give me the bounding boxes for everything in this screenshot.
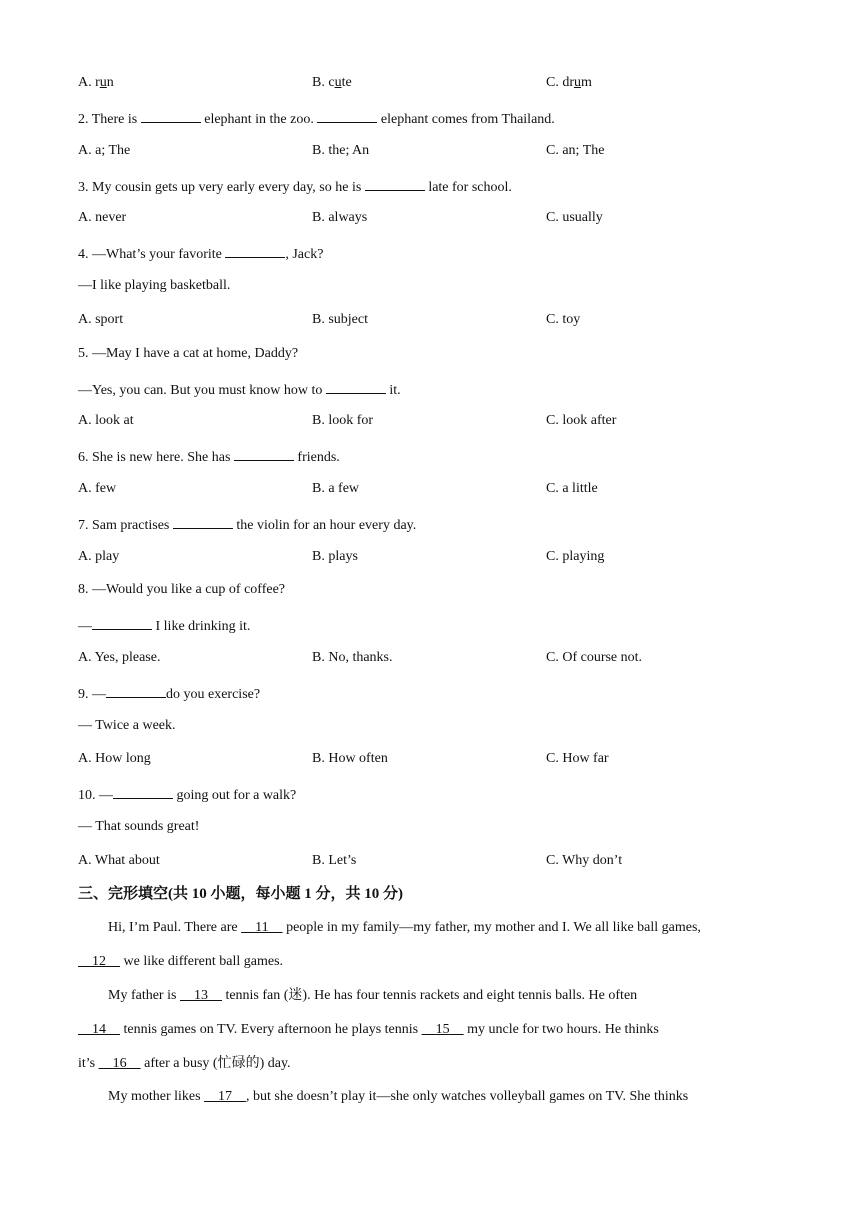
q7-option-a: A. play (78, 549, 120, 564)
q5-stem: 5. —May I have a cat at home, Daddy? (78, 346, 299, 361)
q10-option-b: B. Let’s (312, 853, 357, 868)
q3-options-row (0, 208, 860, 228)
q10-option-c: C. Why don’t (546, 853, 623, 868)
q7-option-b: B. plays (312, 549, 358, 564)
q8-response: — I like drinking it. (0, 614, 860, 634)
cloze-paragraph-1-line-1: Hi, I’m Paul. There are 11 people in my family—my father, my mother and I. We all like ball games, (108, 920, 701, 935)
q6-option-b: B. a few (312, 481, 360, 496)
q2-option-b: B. the; An (312, 143, 370, 158)
q5-option-b: B. look for (312, 413, 374, 428)
q8-option-c: C. Of course not. (546, 650, 643, 665)
cloze-paragraph-2-line-1: My father is 13 tennis fan (迷). He has four tennis rackets and eight tennis balls. He often (108, 988, 638, 1003)
answer-blank (106, 682, 166, 698)
q2-options-row (0, 141, 860, 161)
q4-option-a: A. sport (78, 312, 124, 327)
q8-options-row (0, 648, 860, 668)
answer-blank (92, 614, 152, 630)
q4-option-c: C. toy (546, 312, 581, 327)
cloze-paragraph-2-line-2: 14 tennis games on TV. Every afternoon he plays tennis 15 my uncle for two hours. He thinks (0, 1020, 860, 1040)
answer-blank (326, 378, 386, 394)
q3-stem: 3. My cousin gets up very early every day, so he is late for school. (0, 175, 860, 195)
q4-stem: 4. —What’s your favorite , Jack? (0, 242, 860, 262)
q6-option-a: A. few (78, 481, 117, 496)
q6-option-c: C. a little (546, 481, 598, 496)
q1-option-b: B. cute (312, 75, 352, 90)
q7-stem: 7. Sam practises the violin for an hour every day. (0, 513, 860, 533)
q1-option-c: C. drum (546, 75, 592, 90)
cloze-paragraph-1-line-2: 12 we like different ball games. (0, 952, 860, 972)
q5-option-a: A. look at (78, 413, 134, 428)
q10-options-row (0, 851, 860, 871)
q5-option-c: C. look after (546, 413, 617, 428)
q2-option-c: C. an; The (546, 143, 605, 158)
q4-response: —I like playing basketball. (78, 278, 231, 293)
q3-option-c: C. usually (546, 210, 603, 225)
q6-stem: 6. She is new here. She has friends. (0, 445, 860, 465)
cloze-blank-17: 17 (218, 1089, 233, 1104)
q8-option-b: B. No, thanks. (312, 650, 393, 665)
q2-stem: 2. There is elephant in the zoo. elephant comes from Thailand. (0, 107, 860, 127)
cloze-blank-15: 15 (435, 1022, 450, 1037)
answer-blank (234, 445, 294, 461)
q9-option-c: C. How far (546, 751, 609, 766)
q8-option-a: A. Yes, please. (78, 650, 161, 665)
q7-option-c: C. playing (546, 549, 605, 564)
answer-blank (113, 783, 173, 799)
answer-blank (365, 175, 425, 191)
answer-blank (141, 107, 201, 123)
cloze-blank-14: 14 (92, 1022, 106, 1037)
q5-response: —Yes, you can. But you must know how to it. (0, 378, 860, 398)
q4-options-row (0, 310, 860, 330)
q9-response: — Twice a week. (78, 718, 176, 733)
q1-options-row (0, 73, 860, 93)
q1-option-a: A. run (78, 75, 114, 90)
cloze-paragraph-2-line-3: it’s 16 after a busy (忙碌的) day. (78, 1056, 291, 1071)
q9-option-a: A. How long (78, 751, 151, 766)
cloze-paragraph-3-line-1: My mother likes 17 , but she doesn’t play it—she only watches volleyball games on TV. She thinks (108, 1089, 689, 1104)
q10-response: — That sounds great! (78, 819, 200, 834)
q8-stem: 8. —Would you like a cup of coffee? (78, 582, 285, 597)
section-3-heading: 三、完形填空(共 10 小题，每小题 1 分，共 10 分) (78, 886, 403, 902)
answer-blank (225, 242, 285, 258)
q10-stem: 10. — going out for a walk? (0, 783, 860, 803)
answer-blank (173, 513, 233, 529)
q3-option-b: B. always (312, 210, 368, 225)
cloze-blank-16: 16 (112, 1056, 127, 1071)
q9-options-row (0, 749, 860, 769)
q4-option-b: B. subject (312, 312, 368, 327)
q9-stem: 9. — do you exercise? (0, 682, 860, 702)
cloze-blank-13: 13 (193, 988, 208, 1003)
q5-options-row (0, 411, 860, 431)
q9-option-b: B. How often (312, 751, 388, 766)
cloze-blank-12: 12 (92, 954, 106, 969)
q10-option-a: A. What about (78, 853, 160, 868)
q7-options-row (0, 547, 860, 567)
q2-option-a: A. a; The (78, 143, 131, 158)
cloze-blank-11: 11 (255, 920, 269, 935)
q3-option-a: A. never (78, 210, 127, 225)
q6-options-row (0, 479, 860, 499)
answer-blank (317, 107, 377, 123)
